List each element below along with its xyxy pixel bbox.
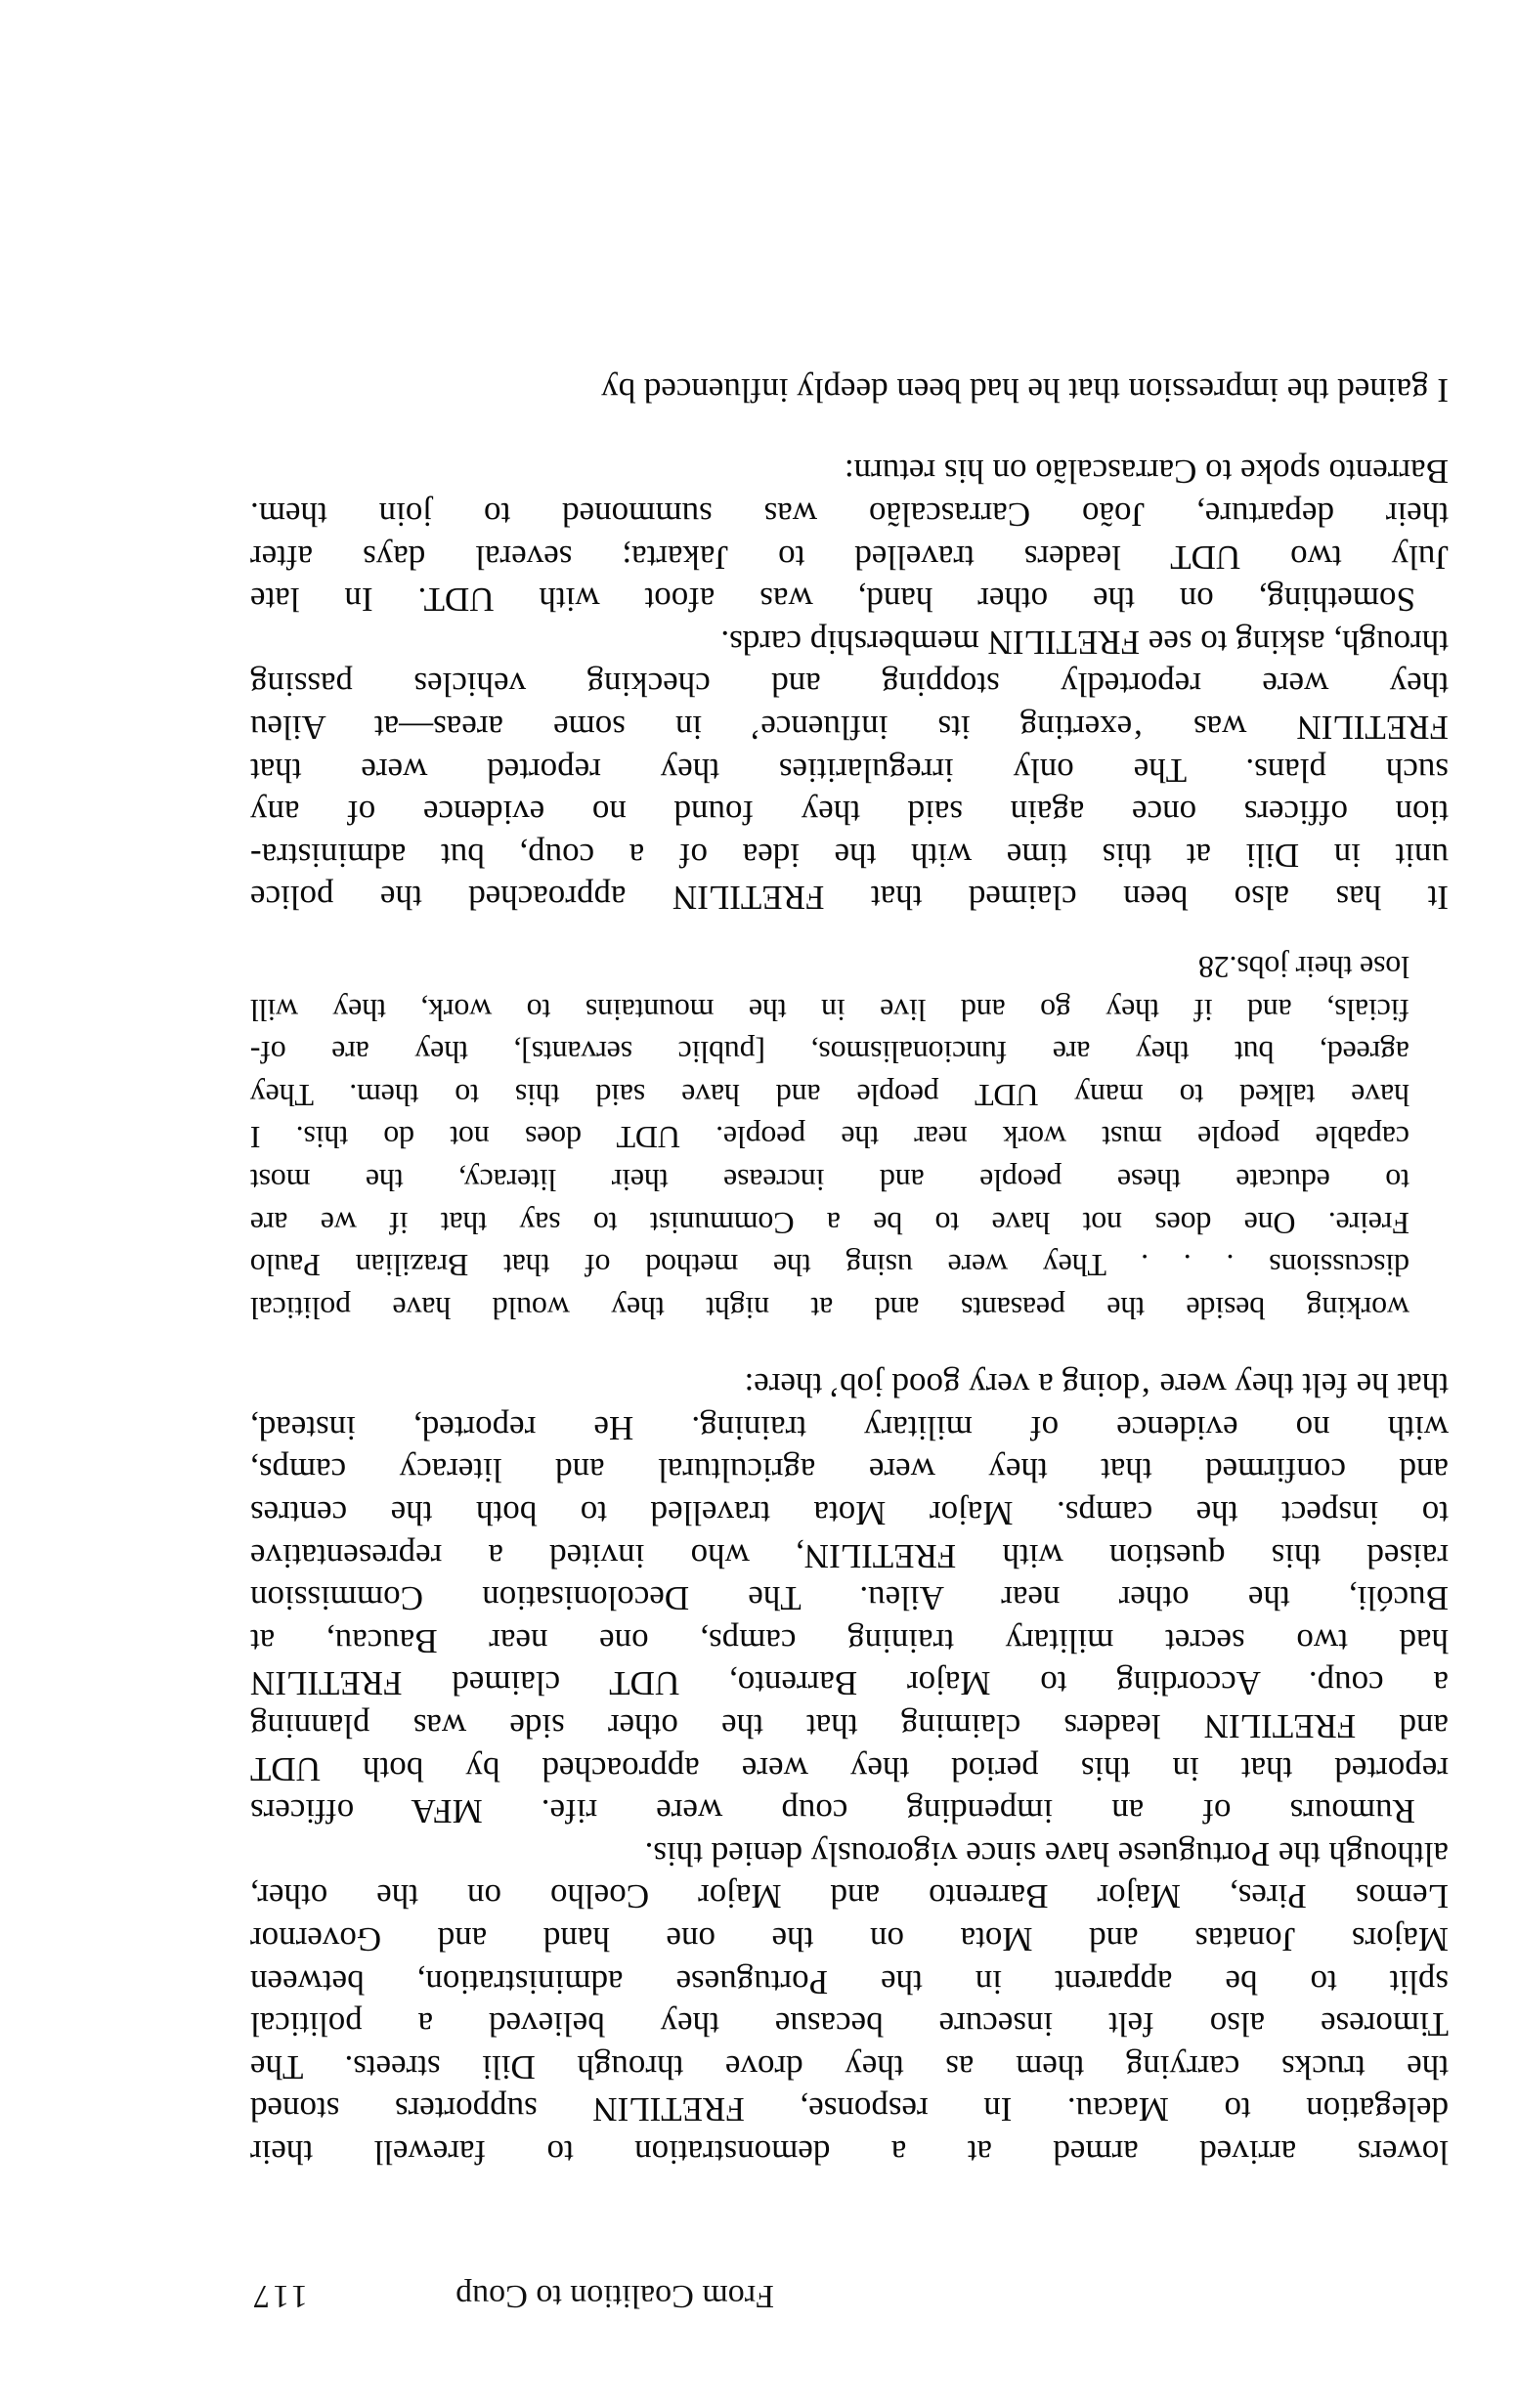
paragraph	[250, 368, 1449, 411]
text-line: the trucks carrying them as they drove through Dili streets. The	[250, 2047, 1449, 2086]
running-header	[250, 2265, 1449, 2314]
text-line: I gained the impression that he had been deeply influenced by	[601, 370, 1449, 409]
text-line: with no evidence of military training. He reported, instead,	[250, 1408, 1449, 1447]
paragraph	[250, 1832, 1449, 2173]
text-line: such plans. The only irregularities they reported were that	[250, 751, 1449, 790]
text-line: a coup. According to Major Barrento, UDT claimed FRETILIN	[250, 1664, 1449, 1703]
text-line: Barrento spoke to Carrascalão on his return:	[844, 452, 1449, 492]
text-column	[250, 368, 1449, 2173]
text-line: tion officers once again said they found no evidence of any	[250, 794, 1449, 833]
text-line: unit in Dili at this time with the idea of a coup, but administra-	[250, 836, 1449, 875]
text-line: they were reportedly stopping and checking vehicles passing	[250, 666, 1449, 705]
text-line: delegation to Macau. In response, FRETILIN supporters stoned	[250, 2090, 1449, 2129]
text-line: July two UDT leaders travelled to Jakarta; several days after	[250, 538, 1449, 577]
paragraph	[250, 451, 1449, 621]
text-line: FRETILIN was ‘exerting its influence’ in some areas—at Aileu	[250, 709, 1449, 747]
text-line: had two secret military training camps, one near Baucau, at	[250, 1621, 1449, 1660]
text-line: working beside the peasants and at night they would have political	[250, 1290, 1409, 1326]
text-line: raised this question with FRETILIN, who invited a representative	[250, 1536, 1449, 1575]
text-line: to educate these people and increase their literacy, the most	[250, 1162, 1409, 1198]
text-line: that he felt they were ‘doing a very good job’ there:	[744, 1366, 1449, 1405]
page-number: 117	[250, 2278, 308, 2314]
paragraph	[250, 621, 1449, 919]
text-line: their departure, João Carrascalão was summoned to join them.	[250, 495, 1449, 535]
text-line: capable people must work near the people. UDT does not do this. I	[250, 1120, 1409, 1156]
text-line: Something, on the other hand, was afoot with UDT. In late	[250, 580, 1415, 620]
text-line: through, asking to see FRETILIN membership cards.	[720, 623, 1449, 662]
text-line: and confirmed that they were agricultural and literacy camps,	[250, 1451, 1449, 1490]
text-line: have talked to many UDT people and have said this to them. They	[250, 1077, 1409, 1113]
text-line: Timorese also felt insecure becasue they believed a political	[250, 2005, 1449, 2044]
text-line: reported that in this period they were approached by both UDT	[250, 1749, 1449, 1788]
text-line: and FRETILIN leaders claiming that the other side was planning	[250, 1707, 1449, 1746]
text-line: although the Portuguese have since vigorously denied this.	[644, 1834, 1449, 1873]
paragraph	[250, 1364, 1449, 1833]
block-quote	[250, 945, 1449, 1328]
text-line: agreed, but they are funcionalismos, [public servants], they are of-	[250, 1035, 1409, 1071]
text-line: Bucóli, the other near Aileu. The Decolonisation Commission	[250, 1579, 1449, 1618]
text-line: It has also been claimed that FRETILIN approached the police	[250, 879, 1449, 918]
text-line: Lemos Pires, Major Barrento and Major Coelho on the other,	[250, 1877, 1449, 1916]
text-line: lowers arrived armed at a demonstration to farewell their	[250, 2133, 1449, 2172]
text-line: split to be apparent in the Portuguese administration, between	[250, 1962, 1449, 2001]
running-title: From Coalition to Coup	[455, 2278, 774, 2314]
text-line: Majors Jonatas and Mota on the one hand and Governor	[250, 1920, 1449, 1959]
text-line: lose their jobs.28	[1198, 949, 1409, 985]
text-line: to inspect the camps. Major Mota travelled to both the centres	[250, 1494, 1449, 1533]
text-line: Freire. One does not have to be a Communist to say that if we are	[250, 1205, 1409, 1241]
text-line: ficials, and if they go and live in the mountains to work, they will	[250, 992, 1409, 1028]
text-line: discussions . . . They were using the method of that Brazilian Paulo	[250, 1248, 1409, 1284]
text-line: Rumours of an impending coup were rife. MFA officers	[250, 1792, 1415, 1831]
